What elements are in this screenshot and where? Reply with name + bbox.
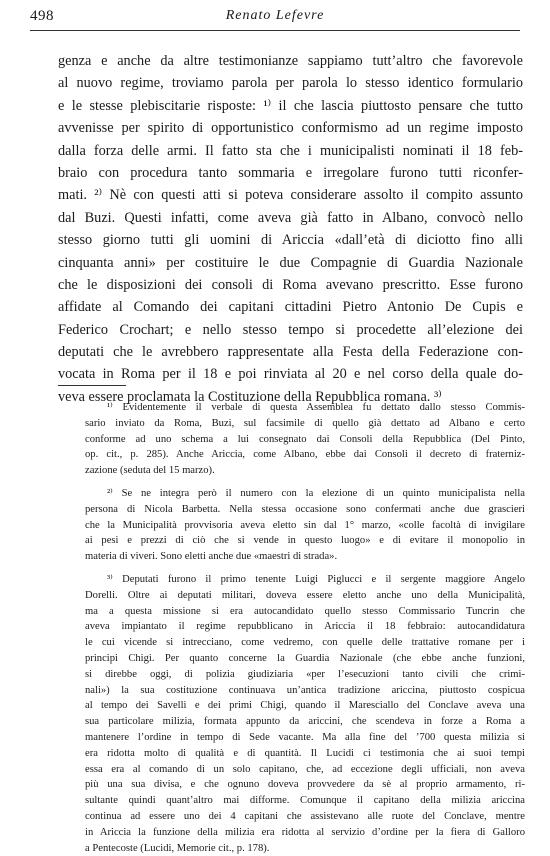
footnote-line: continua ad essere uno dei 4 capitani che assistevano alle ruote del Conclave, mentre: [85, 810, 525, 822]
footnote-line: ²⁾ Se ne integra però il numero con la elezione di un quinto municipalista nella: [107, 487, 525, 499]
body-line: al nuovo regime, troviamo parola per parola lo stesso identico formulario: [58, 75, 523, 92]
body-line: e le stesse plebiscitarie risposte: ¹⁾ il che lascia piuttosto pensare che tutto: [58, 97, 523, 114]
footnote: [85, 486, 525, 565]
footnote-line: zazione (seduta del 15 marzo).: [85, 465, 215, 477]
running-title: Renato Lefevre: [225, 8, 325, 23]
body-line: deputati che le avrebbero rappresentate alla Festa della Federazione con-: [58, 344, 523, 361]
footnote-separator: [58, 385, 126, 386]
footnote-line: ¹⁾ Evidentemente il verbale di questa Assemblea fu dettato dallo stesso Commis-: [107, 402, 525, 413]
footnotes: [85, 400, 525, 856]
footnote-line: in Ariccia la funzione della milizia era ridotta al servizio d’ordine per la fiera di Galloro: [85, 826, 525, 838]
body-line: genza e anche da altre testimonianze sappiamo tutt’altro che favorevole: [58, 53, 523, 69]
body-line: stesso giorno tutti gli uomini di Ariccia «dall’età di diciotto fino alli: [58, 232, 523, 249]
page-header: [30, 6, 520, 28]
footnote-line: Dorelli. Oltre ai deputati militari, doveva essere eletto anche uno della Municipalità,: [85, 589, 525, 601]
body-line: dalla forza delle armi. Il fatto sta che i municipalisti nominati il 18 feb-: [58, 142, 523, 159]
footnote-line: nali») la sua costituzione continuava un’antica tradizione ariccina, piuttosto cospicua: [85, 684, 525, 696]
footnote-line: ai pesi e prezzi di ciò che si vende in questo luogo» e di evitare il monopolio in: [85, 535, 525, 547]
footnote-line: a Pentecoste (Lucidi, Memorie cit., p. 178).: [85, 842, 270, 854]
body-line: cinquanta anni» per costituire le due Compagnie di Guardia Nazionale: [58, 254, 523, 271]
body-line: braio con procedura tanto sommaria e irregolare furono tutti riconfer-: [58, 164, 523, 181]
footnote-line: sultante quindi quant’altro mai difforme. Comunque il capitano della milizia ariccina: [85, 795, 525, 807]
body-line: veva essere proclamata la Costituzione della Repubblica romana. ³⁾: [58, 388, 442, 405]
footnote-line: al tempo dei Savelli e dei primi Chigi, quando il Maresciallo del Conclave aveva una: [85, 700, 525, 712]
footnote: [85, 572, 525, 856]
footnote-line: ma a questa missione si era autocandidato quello stesso Commissario Tuncrin che: [85, 605, 525, 617]
body-line: affidate al Comando dei capitani cittadini Pietro Antonio De Cupis e: [58, 299, 523, 316]
main-text: [58, 50, 523, 408]
body-line: che le disposizioni dei consoli di Roma avevano prescritto. Esse furono: [58, 276, 523, 293]
footnote-gap: [85, 479, 525, 486]
footnote: [85, 400, 525, 479]
footnote-line: principi Chigi. Per quanto concerne la Guardia Nazionale (che ebbe anche funzioni,: [85, 652, 525, 664]
body-line: vocata in Roma per il 18 e poi rinviata al 20 e nel corso della quale do-: [58, 366, 523, 383]
footnote-line: materia di viveri. Sono eletti anche due «maestri di strada».: [85, 551, 338, 563]
footnote-line: aveva impiantato il regime repubblicano in Ariccia il 18 febbraio: autocandidatura: [85, 621, 525, 633]
footnote-line: essa era al comando di un solo capitano, che, ad eccezione degli ufficiali, non aveva: [85, 763, 525, 775]
body-line: mati. ²⁾ Nè con questi atti si poteva considerare assolto il compito assunto: [58, 187, 523, 204]
footnote-line: persona di Nicola Barbetta. Nella stessa occasione sono confermati anche due grascieri: [85, 503, 525, 515]
footnote-line: era ridotta molto di qualità e di quantità. Il Lucidi ci testimonia che ai suoi tempi: [85, 747, 525, 759]
footnote-line: sua particolare milizia, formata appunto da ariccini, che scendeva in forze a Roma a: [85, 716, 525, 728]
footnote-line: più una sua divisa, e che ognuno doveva provvedere da sè al proprio armamento, ri-: [85, 779, 525, 791]
footnote-line: le cui vicende si intrecciano, come vedremo, con quelle delle trattative romane per i: [85, 637, 525, 649]
footnote-line: sario inviato da Roma, Buzi, sul facsimile di quello già dettato ad Albano e certo: [85, 417, 525, 429]
page-number: 498: [30, 8, 54, 24]
footnote-line: che la Municipalità provvisoria aveva eletto sin dal 1° marzo, «colle facoltà di invigilare: [85, 519, 525, 531]
footnote-line: ³⁾ Deputati furono il primo tenente Luigi Piglucci e il sergente maggiore Angelo: [107, 573, 525, 585]
body-line: avvenisse per spirito di opportunistico conformismo ad un regime imposto: [58, 120, 523, 137]
footnote-line: mantenere l’ordine in tempo di Sede vacante. Ma alla fine del ’700 questa milizia si: [85, 731, 525, 743]
footnote-line: conforme ad uno schema a lui consegnato dai Consoli della Repubblica (Del Pinto,: [85, 433, 525, 445]
footnote-line: op. cit., p. 285). Anche Ariccia, come Albano, ebbe dai Consoli il decreto di fraterniz-: [85, 449, 525, 461]
footnote-line: si direbbe oggi, di polizia giudiziaria «per l’esecuzioni tanto civili che crimi-: [85, 668, 525, 680]
body-line: dal Buzi. Questi infatti, come aveva già fatto in Albano, convocò nello: [58, 209, 523, 226]
header-rule: [30, 30, 520, 31]
body-line: Federico Crochart; e nello stesso tempo si procedette all’elezione dei: [58, 321, 523, 338]
footnote-gap: [85, 565, 525, 572]
